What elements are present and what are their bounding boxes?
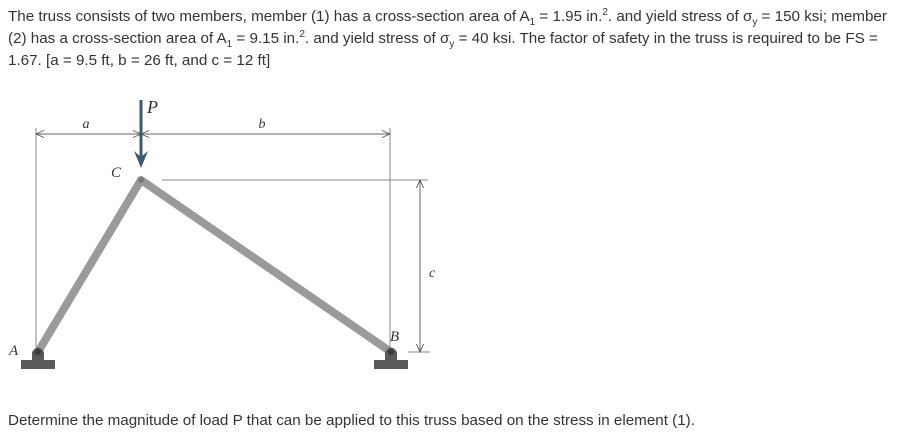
question-text: Determine the magnitude of load P that can be applied to this truss based on the stress in element (1). [8,412,695,429]
support-b [374,348,408,370]
node-label-a: A [9,343,19,359]
member-1 [38,180,141,352]
area-1-unit-exponent: 2 [602,6,608,18]
problem-text-3: . and yield stress of σ [607,8,753,25]
node-label-b: B [390,329,400,345]
dimension-c-label: c [429,266,436,281]
problem-text-2: = 1.95 in. [535,8,603,25]
problem-text-7: = 40 ksi. The factor of safety in the truss is required to be FS = 1.67. [a = 9.5 ft, b = 26 ft, and c = 12 ft] [8,30,878,69]
area-2-unit-exponent: 2 [299,28,305,40]
area-1-subscript: 1 [529,17,536,29]
node-label-c: C [111,165,122,181]
support-a [21,348,55,370]
dimension-b-label: b [258,117,266,132]
pin-c [138,177,144,183]
problem-text-4: = 150 ksi; member (2) has a cross-section area of A [8,8,887,47]
truss-figure [0,90,460,390]
area-2-subscript: 1 [226,39,233,51]
load-label-p: P [147,97,158,117]
problem-statement [8,6,903,72]
problem-text-6: . and yield stress of σ [304,30,450,47]
member-2 [141,180,391,352]
dimension-a-label: a [82,117,90,132]
yield-1-subscript: y [752,17,758,29]
problem-text-5: = 9.15 in. [232,30,300,47]
problem-text-1: The truss consists of two members, member (1) has a cross-section area of A [8,8,530,25]
yield-2-subscript: y [449,39,455,51]
